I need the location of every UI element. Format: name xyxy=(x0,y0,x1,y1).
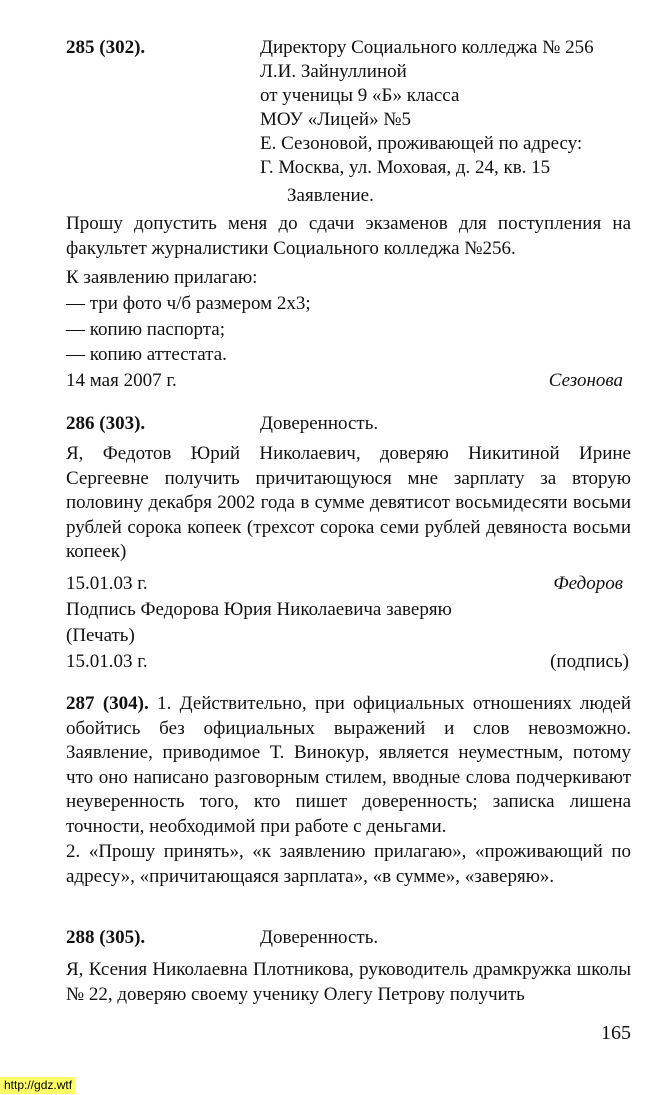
watermark-link[interactable]: http://gdz.wtf xyxy=(0,1077,76,1094)
exercise-288-body: Я, Ксения Николаевна Плотникова, руководитель драмкружка школы № 22, доверяю своему ученику Олегу Петрову получить xyxy=(66,959,631,1005)
exercise-286-sign-note: (подпись) xyxy=(550,651,629,672)
exercise-287-para1 xyxy=(66,692,631,840)
exercise-286-number: 286 (303). xyxy=(66,413,146,434)
addressee-line: МОУ «Лицей» №5 xyxy=(260,109,411,130)
addressee-line: Е. Сезоновой, проживающей по адресу: xyxy=(260,133,583,154)
exercise-285-number: 285 (302). xyxy=(66,37,146,58)
exercise-286-title: Доверенность. xyxy=(260,413,379,434)
exercise-288-title: Доверенность. xyxy=(260,927,379,948)
attachment-intro: К заявлению прилагаю: xyxy=(66,267,258,288)
exercise-286-certify: Подпись Федорова Юрия Николаевича заверяю xyxy=(66,599,452,620)
exercise-288-number: 288 (305). xyxy=(66,927,146,948)
exercise-287-number: 287 (304). xyxy=(66,693,149,714)
exercise-285-body: Прошу допустить меня до сдачи экзаменов для поступления на факультет журналистики Социального колледжа №256. xyxy=(66,213,631,259)
exercise-285-signature: Сезонова xyxy=(548,370,623,391)
attachment-item: — копию аттестата. xyxy=(66,344,227,365)
attachment-item: — копию паспорта; xyxy=(66,319,225,340)
addressee-line: Директору Социального колледжа № 256 xyxy=(260,37,594,58)
addressee-line: от ученицы 9 «Б» класса xyxy=(260,85,460,106)
page-number: 165 xyxy=(601,1022,631,1044)
exercise-286-date2: 15.01.03 г. xyxy=(66,651,148,672)
addressee-line: Г. Москва, ул. Моховая, д. 24, кв. 15 xyxy=(260,157,551,178)
exercise-285-date: 14 мая 2007 г. xyxy=(66,370,177,391)
exercise-286-date1: 15.01.03 г. xyxy=(66,573,148,594)
exercise-287-para2: 2. «Прошу принять», «к заявлению прилагаю», «проживающий по адресу», «причитающаяся зарплата», «в сумме», «заверяю». xyxy=(66,841,631,887)
exercise-285-title: Заявление. xyxy=(287,185,374,206)
addressee-line: Л.И. Зайнуллиной xyxy=(260,61,407,82)
exercise-286-body: Я, Федотов Юрий Николаевич, доверяю Никитиной Ирине Сергеевне получить причитающуюся мне зарплату за вторую половину декабря 2002 года в сумме девятисот восьмидесяти восьми рублей сорока копеек (трехсот сорока семи рублей девяноста восьми копеек) xyxy=(66,443,631,563)
exercise-287-para1-text: 1. Действительно, при официальных отношениях людей обойтись без официальных выражений и слов невозможно. Заявление, приводимое Т. Винокур, является неуместным, потому что оно написано разговорным стилем, вводные слова подчеркивают неуверенность того, кто пишет доверенность; записка лишена точности, необходимой при работе с деньгами. xyxy=(66,693,632,837)
exercise-286-signature: Федоров xyxy=(553,573,623,594)
exercise-286-seal: (Печать) xyxy=(66,625,135,646)
attachment-item: — три фото ч/б размером 2х3; xyxy=(66,293,311,314)
